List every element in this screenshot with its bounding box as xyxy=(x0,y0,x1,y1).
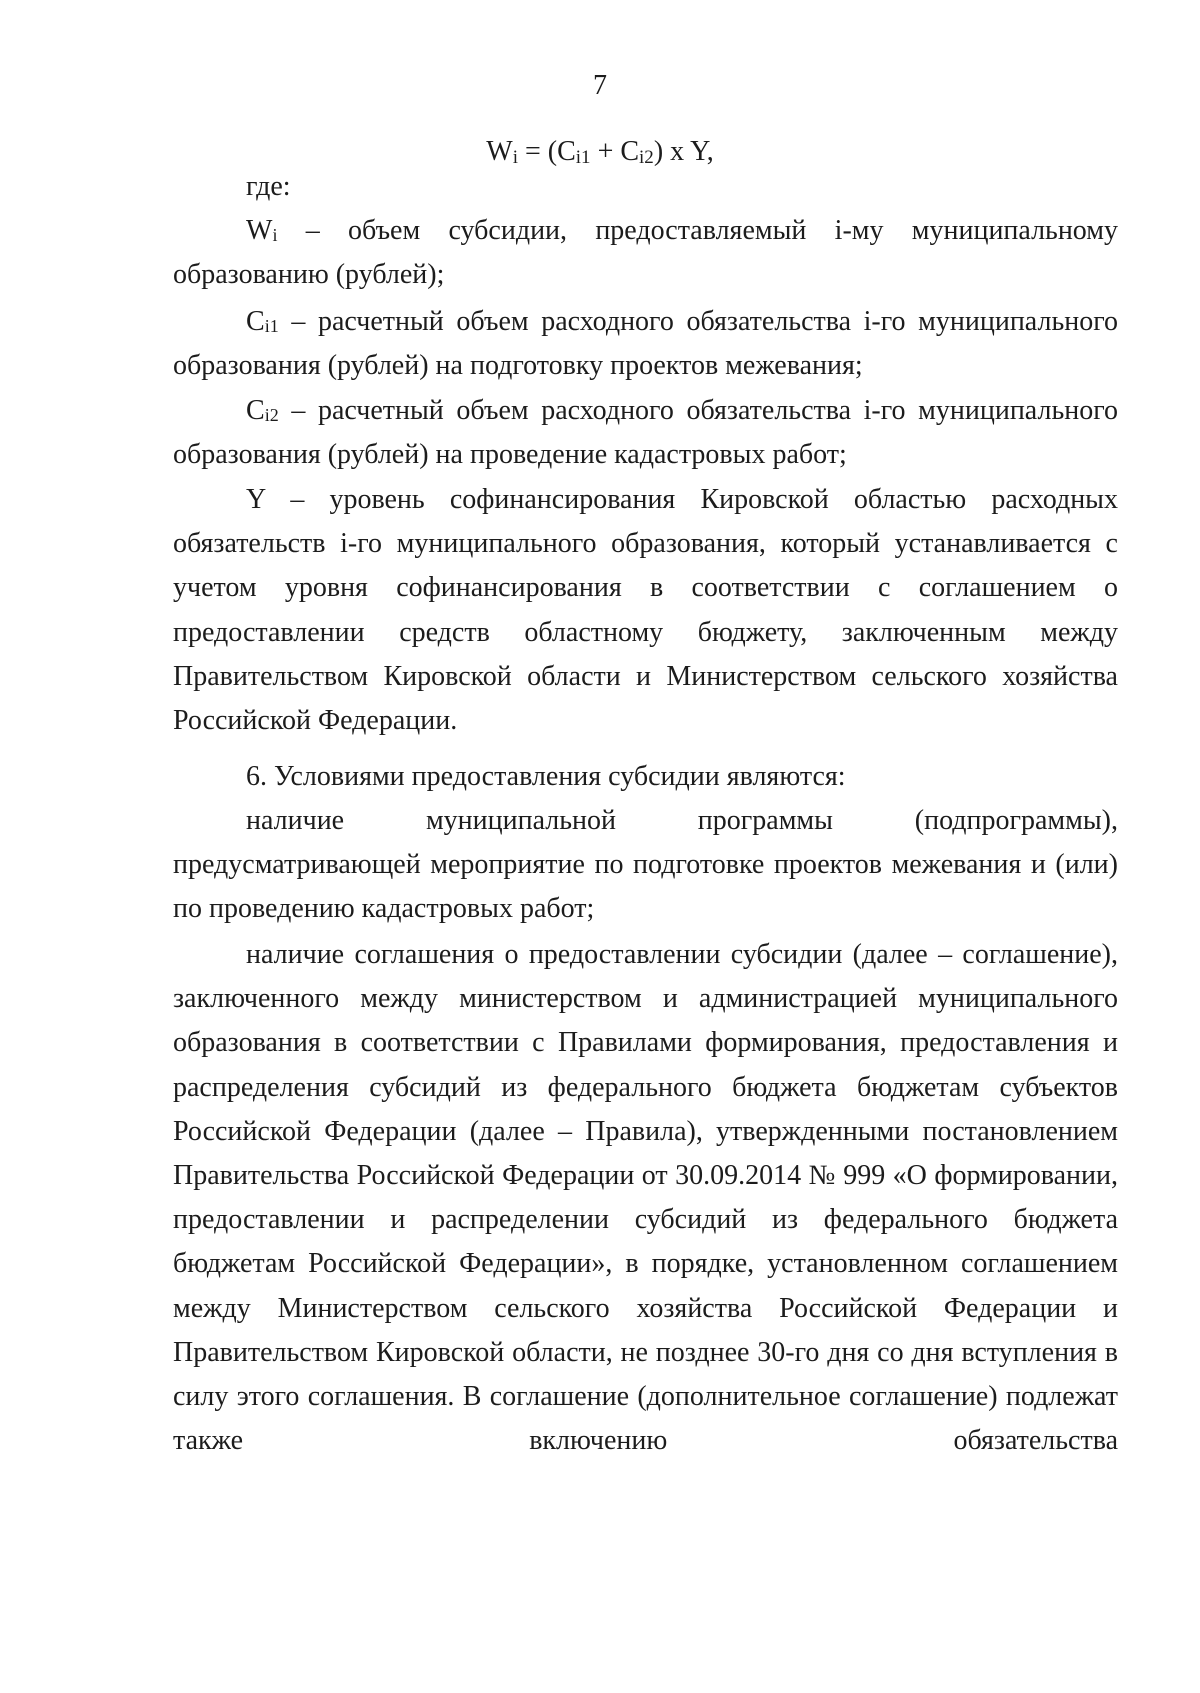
def-w-symbol: W xyxy=(246,215,273,246)
def-c2-text: – расчетный объем расходного обязательства i-го муниципального образования (рублей) на проведение кадастровых работ; xyxy=(173,395,1118,471)
definition-c1 xyxy=(173,300,1118,388)
where-block xyxy=(173,165,1118,209)
section-6-item-2: наличие соглашения о предоставлении субсидии (далее – соглашение), заключенного между министерством и администрацией муниципального образования в соответствии с Правилами формирования, предоставления и распределения субсидий из федерального бюджета бюджетам субъектов Российской Федерации (далее – Правила), утвержденными постановлением Правительства Российской Федерации от 30.09.2014 № 999 «О формировании, предоставлении и распределении субсидий из федерального бюджета бюджетам Российской Федерации», в порядке, установленном соглашением между Министерством сельского хозяйства Российской Федерации и Правительством Кировской области, не позднее 30-го дня со дня вступления в силу этого соглашения. В соглашение (дополнительное соглашение) подлежат также включению обязательства xyxy=(173,939,1118,1457)
section-6-heading-block xyxy=(173,755,1118,799)
section-6-item-1-block xyxy=(173,799,1118,932)
formula-c1-subscript: i1 xyxy=(575,147,591,168)
section-6-item-1: наличие муниципальной программы (подпрограммы), предусматривающей мероприятие по подготовке проектов межевания и (или) по проведению кадастровых работ; xyxy=(173,805,1118,925)
formula-w-subscript: i xyxy=(512,147,518,168)
def-c1-symbol: C xyxy=(246,306,265,337)
def-w-text: – объем субсидии, предоставляемый i-му муниципальному образованию (рублей); xyxy=(173,215,1118,291)
definition-y xyxy=(173,478,1118,743)
def-c2-symbol: C xyxy=(246,395,265,426)
def-c1-subscript: i1 xyxy=(264,316,279,336)
formula-c2-subscript: i2 xyxy=(639,147,654,168)
def-c1-text: – расчетный объем расходного обязательства i-го муниципального образования (рублей) на подготовку проектов межевания; xyxy=(173,306,1118,382)
page-number: 7 xyxy=(593,70,607,101)
definition-c2 xyxy=(173,389,1118,477)
section-6-heading: 6. Условиями предоставления субсидии являются: xyxy=(246,761,846,792)
formula-equals: = (C xyxy=(517,136,576,167)
definition-w xyxy=(173,209,1118,297)
formula-tail: ) x Y, xyxy=(653,136,714,167)
def-w-subscript: i xyxy=(272,225,278,245)
formula-plus: + C xyxy=(590,136,640,167)
def-y-text: Y – уровень софинансирования Кировской областью расходных обязательств i-го муниципального образования, который устанавливается с учетом уровня софинансирования в соответствии с соглашением о предоставлении средств областному бюджету, заключенным между Правительством Кировской области и Министерством сельского хозяйства Российской Федерации. xyxy=(173,484,1118,737)
def-c2-subscript: i2 xyxy=(264,405,279,425)
subsidy-formula xyxy=(0,136,1200,168)
section-6-item-2-block xyxy=(173,933,1118,1463)
formula-w: W xyxy=(486,136,513,167)
where-label: где: xyxy=(246,171,291,202)
